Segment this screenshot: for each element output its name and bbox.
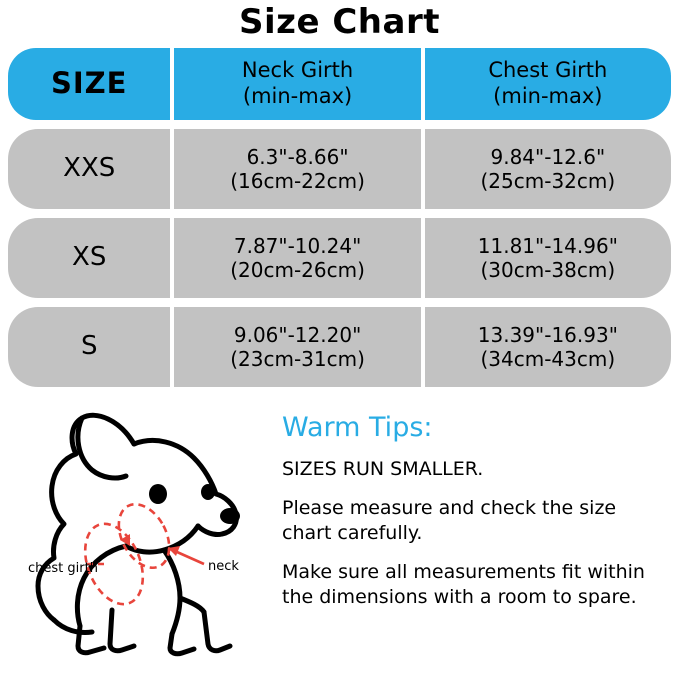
tips-line-3: Make sure all measurements fit within the dimensions with a room to spare.	[282, 561, 645, 609]
bottom-section	[8, 396, 671, 658]
cell-neck-inches: 7.87"-10.24"	[233, 233, 362, 258]
dog-face-features	[149, 484, 240, 524]
dog-illustration-svg	[8, 396, 274, 658]
cell-neck-girth	[170, 218, 420, 298]
warm-tips-heading: Warm Tips:	[282, 412, 433, 443]
cell-chest-girth	[421, 129, 671, 209]
header-neck-girth-line2: (min-max)	[242, 84, 353, 108]
table-row	[8, 218, 671, 298]
header-chest-girth	[421, 48, 671, 120]
cell-size: XS	[72, 242, 107, 273]
cell-neck-inches: 9.06"-12.20"	[233, 322, 362, 347]
cell-chest-cm: (34cm-43cm)	[480, 347, 616, 371]
page-title: Size Chart	[239, 2, 440, 42]
cell-size: S	[80, 331, 98, 362]
cell-chest-inches: 13.39"-16.93"	[477, 322, 618, 347]
table-header-row	[8, 48, 671, 120]
header-chest-girth-line1: Chest Girth	[488, 58, 608, 83]
warm-tips-section	[274, 396, 671, 658]
cell-neck-inches: 6.3"-8.66"	[246, 144, 349, 169]
table-row	[8, 307, 671, 387]
cell-neck-cm: (23cm-31cm)	[230, 347, 365, 371]
tips-line-2: Please measure and check the size chart carefully.	[282, 497, 617, 545]
cell-chest-girth	[421, 307, 671, 387]
cell-chest-girth	[421, 218, 671, 298]
dog-measurement-diagram	[8, 396, 274, 658]
cell-neck-girth	[170, 129, 420, 209]
header-neck-girth-line1: Neck Girth	[241, 58, 354, 83]
cell-neck-cm: (20cm-26cm)	[230, 258, 365, 282]
size-chart-table	[8, 48, 671, 387]
cell-neck-girth	[170, 307, 420, 387]
tips-line-1: SIZES RUN SMALLER.	[282, 458, 484, 480]
header-size: SIZE	[50, 66, 128, 101]
cell-chest-cm: (30cm-38cm)	[480, 258, 616, 282]
measurement-guides	[74, 496, 204, 613]
cell-chest-inches: 11.81"-14.96"	[477, 233, 618, 258]
cell-size: XXS	[63, 153, 116, 184]
cell-neck-cm: (16cm-22cm)	[230, 169, 365, 193]
header-neck-girth	[170, 48, 420, 120]
table-row	[8, 129, 671, 209]
cell-chest-cm: (25cm-32cm)	[480, 169, 616, 193]
neck-label: neck	[208, 559, 239, 574]
chest-girth-label: chest girth	[28, 561, 98, 576]
cell-chest-inches: 9.84"-12.6"	[490, 144, 606, 169]
header-chest-girth-line2: (min-max)	[493, 84, 603, 108]
